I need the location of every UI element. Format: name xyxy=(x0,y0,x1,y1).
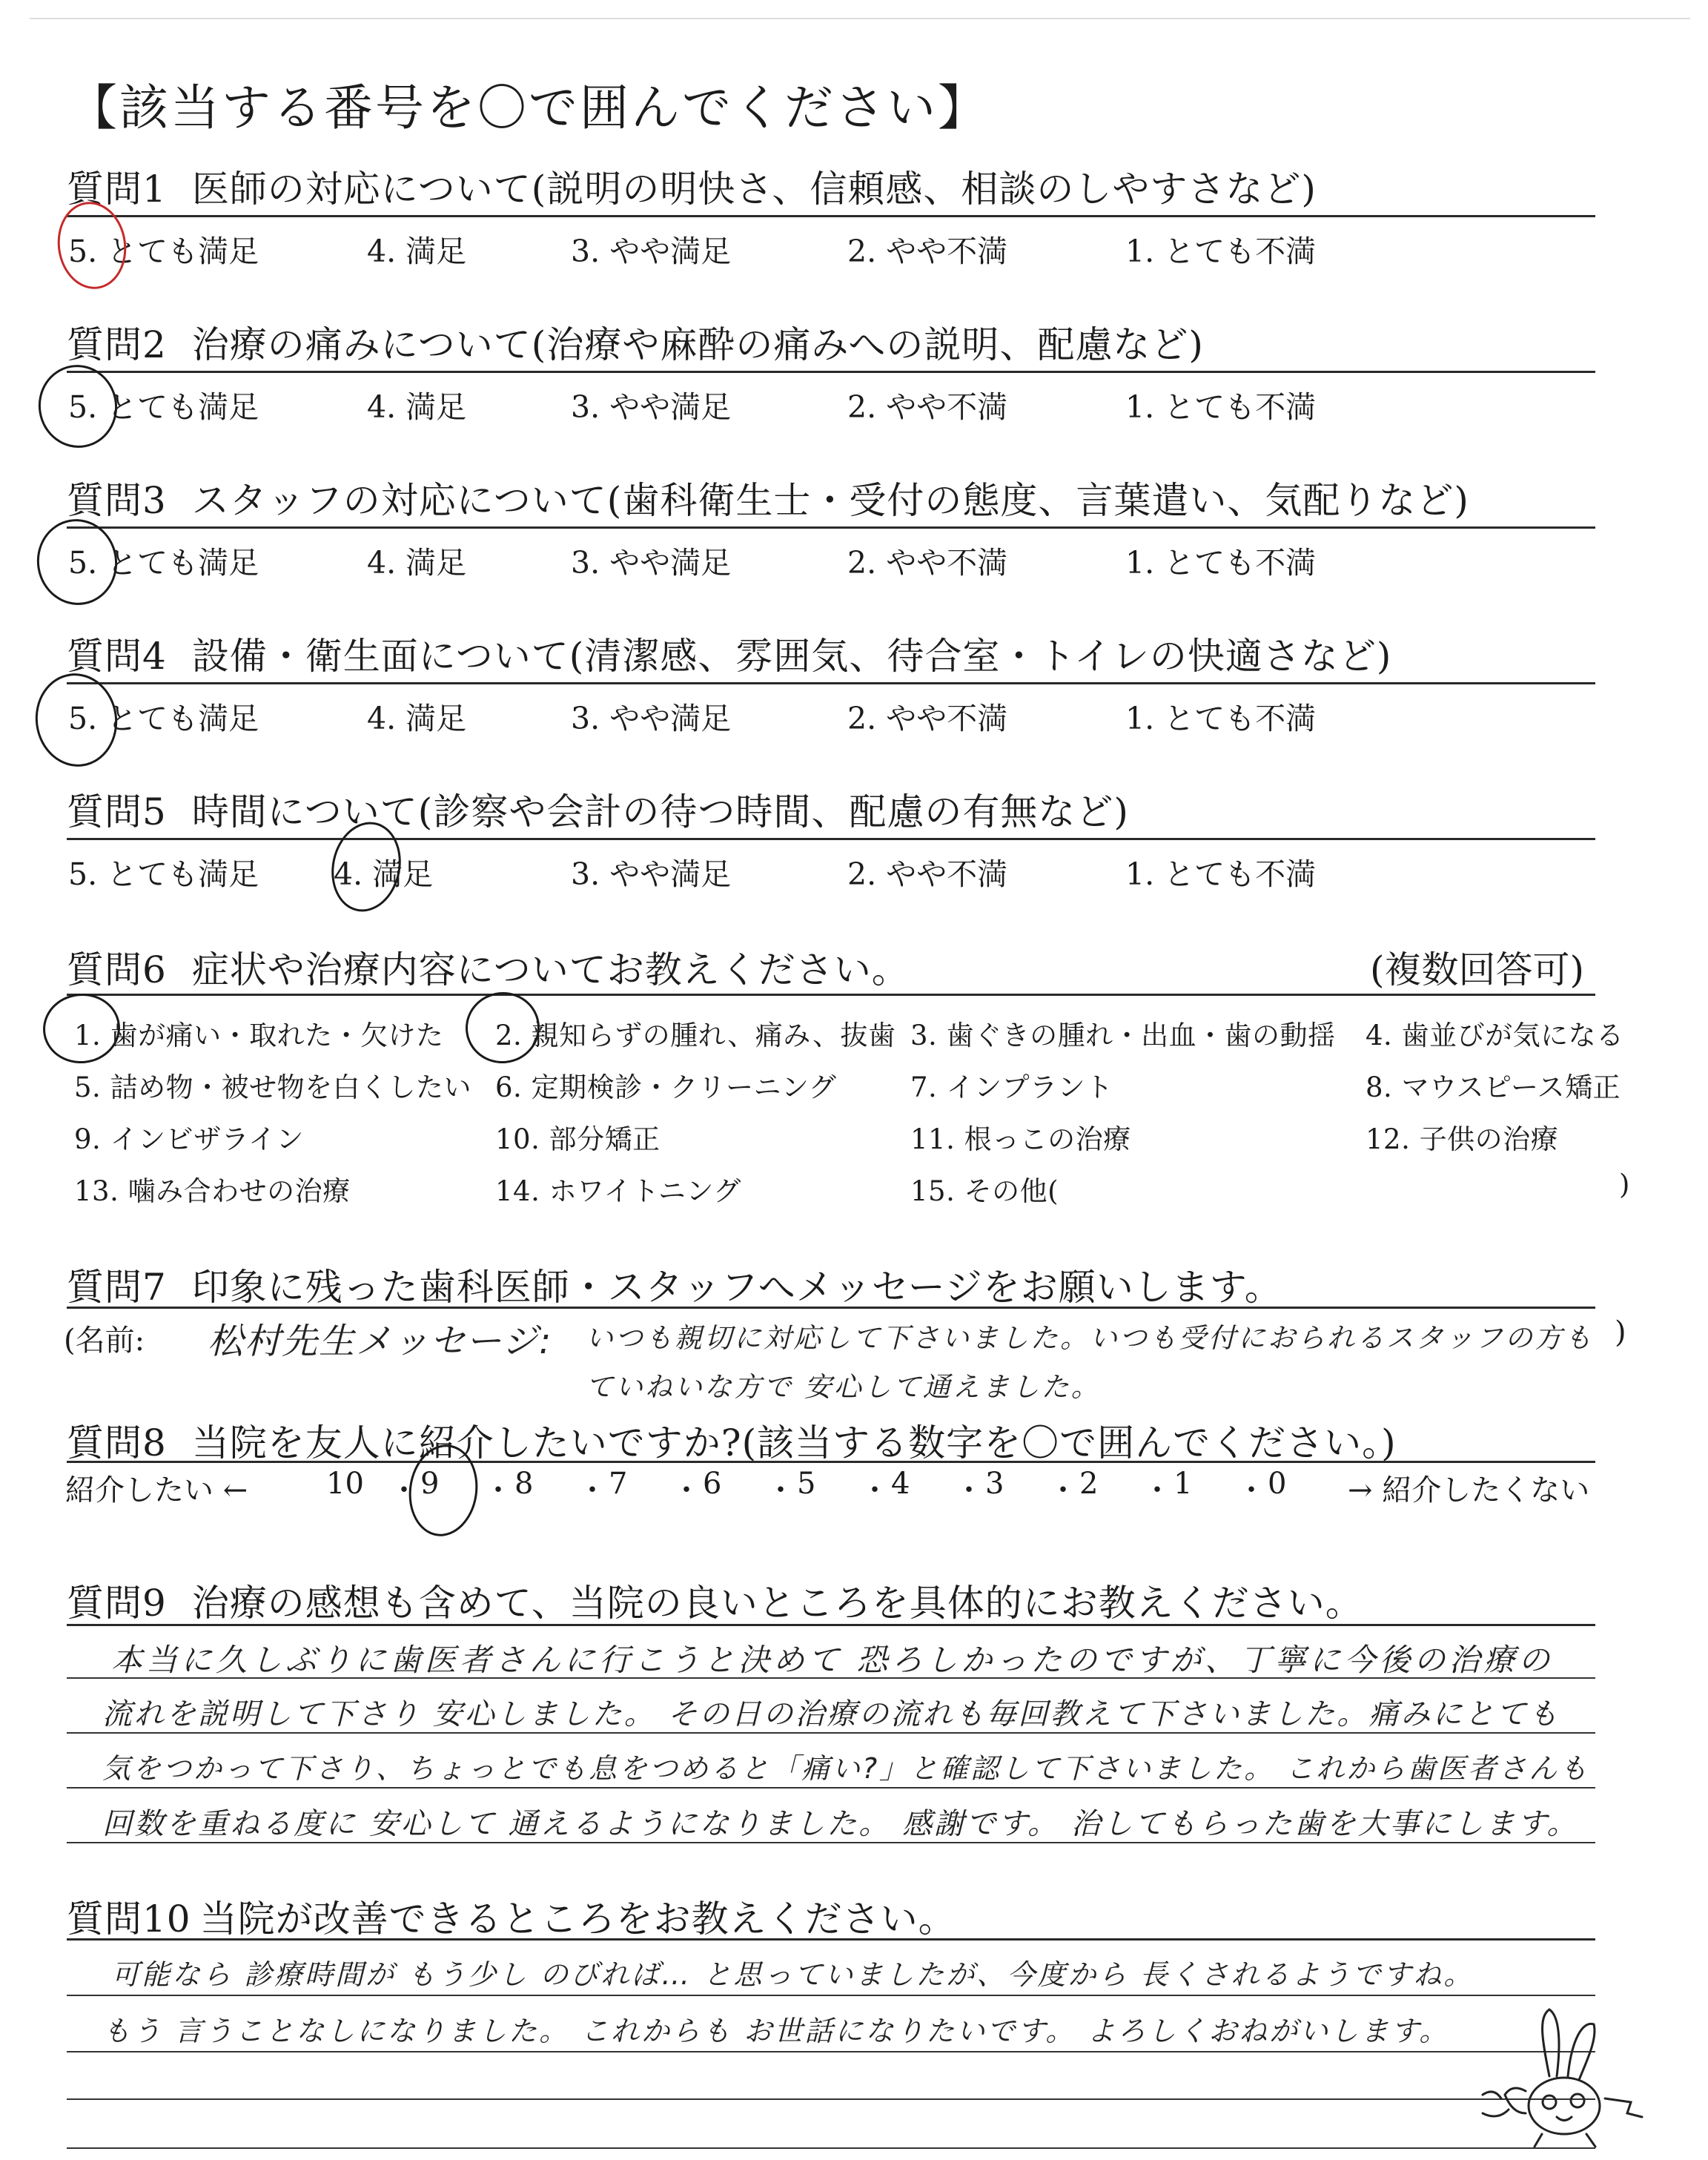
q10-line-rule-4 xyxy=(67,2147,1595,2149)
q6-option-10[interactable]: 10. 部分矯正 xyxy=(495,1123,661,1155)
question-7-number: 質問7 xyxy=(67,1266,167,1309)
q2-option-2[interactable]: 2. やや不満 xyxy=(847,389,1008,425)
question-4-text: 設備・衛生面について(清潔感、雰囲気、待合室・トイレの快適さなど) xyxy=(191,635,1392,678)
q6-option-11[interactable]: 11. 根っこの治療 xyxy=(910,1123,1131,1155)
q8-scale-1[interactable]: 1 xyxy=(1174,1467,1193,1501)
q6-option-15-close: ) xyxy=(1619,1169,1630,1200)
question-8-rule xyxy=(67,1461,1595,1463)
q8-scale-9[interactable]: 9 xyxy=(420,1467,440,1501)
q5-option-3[interactable]: 3. やや満足 xyxy=(571,856,732,892)
question-5-rule xyxy=(67,838,1595,840)
q6-multiple-answer-note: (複数回答可) xyxy=(1370,948,1585,991)
question-1 xyxy=(67,159,1317,213)
q6-selection-circle-2 xyxy=(462,988,543,1067)
question-10-rule xyxy=(67,1938,1595,1941)
q5-option-1[interactable]: 1. とても不満 xyxy=(1125,856,1317,892)
question-5-number: 質問5 xyxy=(67,790,167,833)
page-top-edge xyxy=(30,18,1690,19)
question-3 xyxy=(67,471,1469,524)
q10-answer-line-1[interactable]: 可能なら 診療時間が もう少し のびれば… と思っていましたが、今度から 長くされるようですね。 xyxy=(111,1958,1474,1991)
rabbit-doodle-icon xyxy=(1438,1965,1661,2150)
q1-option-2[interactable]: 2. やや不満 xyxy=(847,234,1008,269)
question-3-number: 質問3 xyxy=(67,479,167,522)
q2-option-4[interactable]: 4. 満足 xyxy=(367,389,467,425)
question-4 xyxy=(67,627,1391,680)
q6-option-8[interactable]: 8. マウスピース矯正 xyxy=(1366,1071,1621,1103)
q5-option-4[interactable]: 4. 満足 xyxy=(334,856,434,892)
q8-scale-5[interactable]: 5 xyxy=(797,1467,816,1501)
question-2-rule xyxy=(67,371,1595,373)
page-title: 【該当する番号を〇で囲んでください】 xyxy=(68,79,989,136)
q8-scale-separator: ・ xyxy=(389,1473,419,1507)
q8-scale-separator: ・ xyxy=(860,1473,890,1507)
q6-option-9[interactable]: 9. インビザライン xyxy=(74,1123,304,1155)
q6-option-5[interactable]: 5. 詰め物・被せ物を白くしたい xyxy=(74,1071,472,1103)
q10-answer-line-2[interactable]: もう 言うことなしになりました。 これからも お世話になりたいです。 よろしくおねがいします。 xyxy=(102,2015,1450,2047)
q10-line-rule-2 xyxy=(67,2051,1595,2052)
q1-option-4[interactable]: 4. 満足 xyxy=(367,234,467,269)
q8-scale-separator: ・ xyxy=(1237,1473,1266,1507)
q8-scale-separator: ・ xyxy=(954,1473,984,1507)
question-6 xyxy=(67,940,910,994)
question-3-rule xyxy=(67,526,1595,529)
q1-option-3[interactable]: 3. やや満足 xyxy=(571,234,732,269)
q3-option-3[interactable]: 3. やや満足 xyxy=(571,545,732,581)
q7-message-line-1[interactable]: いつも親切に対応して下さいました。いつも受付におられるスタッフの方も xyxy=(586,1322,1594,1354)
q7-message-line-2[interactable]: ていねいな方で 安心して通えました。 xyxy=(586,1371,1101,1403)
q4-option-4[interactable]: 4. 満足 xyxy=(367,701,467,736)
question-9-number: 質問9 xyxy=(67,1582,167,1625)
question-4-number: 質問4 xyxy=(67,635,167,678)
q4-option-2[interactable]: 2. やや不満 xyxy=(847,701,1008,736)
q1-option-1[interactable]: 1. とても不満 xyxy=(1125,234,1317,269)
question-6-rule xyxy=(67,994,1595,996)
q9-line-rule-2 xyxy=(67,1732,1595,1734)
q8-scale-2[interactable]: 2 xyxy=(1079,1467,1099,1501)
q8-left-label: 紹介したい ← xyxy=(65,1473,248,1507)
q8-scale-6[interactable]: 6 xyxy=(703,1467,722,1501)
question-1-text: 医師の対応について(説明の明快さ、信頼感、相談のしやすさなど) xyxy=(191,168,1317,211)
q8-scale-3[interactable]: 3 xyxy=(985,1467,1004,1501)
question-7-rule xyxy=(67,1307,1595,1309)
q9-answer-line-2[interactable]: 流れを説明して下さり 安心しました。 その日の治療の流れも毎回教えて下さいました。痛みにとても xyxy=(102,1697,1560,1731)
question-6-number: 質問6 xyxy=(67,948,167,991)
q9-answer-line-4[interactable]: 回数を重ねる度に 安心して 通えるようになりました。 感謝です。 治してもらった歯を大事にします。 xyxy=(102,1807,1579,1841)
question-10-text: 当院が改善できるところをお教えください。 xyxy=(199,1898,956,1941)
question-8 xyxy=(67,1413,1397,1467)
question-9-text: 治療の感想も含めて、当院の良いところを具体的にお教えください。 xyxy=(191,1582,1363,1625)
q7-name-handwritten[interactable]: 松村先生メッセージ: xyxy=(208,1321,553,1362)
q8-scale-0[interactable]: 0 xyxy=(1268,1467,1287,1501)
q4-option-5[interactable]: 5. とても満足 xyxy=(68,701,259,736)
q9-line-rule-3 xyxy=(67,1787,1595,1789)
question-7-text: 印象に残った歯科医師・スタッフへメッセージをお願いします。 xyxy=(191,1266,1282,1309)
question-9-rule xyxy=(67,1624,1595,1626)
q9-line-rule-1 xyxy=(67,1677,1595,1679)
question-10-number: 質問10 xyxy=(67,1898,191,1941)
question-3-text: スタッフの対応について(歯科衛生士・受付の態度、言葉遣い、気配りなど) xyxy=(191,479,1469,522)
question-5-text: 時間について(診察や会計の待つ時間、配慮の有無など) xyxy=(191,790,1129,833)
q6-option-14[interactable]: 14. ホワイトニング xyxy=(495,1175,741,1207)
q2-option-1[interactable]: 1. とても不満 xyxy=(1125,389,1317,425)
q8-scale-4[interactable]: 4 xyxy=(891,1467,910,1501)
question-9 xyxy=(67,1573,1363,1627)
q8-scale-8[interactable]: 8 xyxy=(514,1467,534,1501)
q8-right-label: → 紹介したくない xyxy=(1348,1473,1590,1507)
q5-option-5[interactable]: 5. とても満足 xyxy=(68,856,259,892)
q3-option-4[interactable]: 4. 満足 xyxy=(367,545,467,581)
q10-line-rule-3 xyxy=(67,2098,1595,2100)
q6-option-6[interactable]: 6. 定期検診・クリーニング xyxy=(495,1071,837,1103)
q8-scale-separator: ・ xyxy=(577,1473,607,1507)
q5-option-2[interactable]: 2. やや不満 xyxy=(847,856,1008,892)
q6-selection-circle-1 xyxy=(39,990,123,1067)
q7-close-paren: ) xyxy=(1615,1315,1626,1350)
question-1-rule xyxy=(67,215,1595,217)
q6-option-13[interactable]: 13. 噛み合わせの治療 xyxy=(74,1175,351,1207)
question-5 xyxy=(67,782,1129,836)
q9-line-rule-4 xyxy=(67,1842,1595,1843)
question-6-text: 症状や治療内容についてお教えください。 xyxy=(191,948,910,991)
q8-scale-separator: ・ xyxy=(483,1473,513,1507)
q6-option-4[interactable]: 4. 歯並びが気になる xyxy=(1366,1020,1624,1051)
q8-scale-separator: ・ xyxy=(766,1473,795,1507)
q4-option-1[interactable]: 1. とても不満 xyxy=(1125,701,1317,736)
q3-option-2[interactable]: 2. やや不満 xyxy=(847,545,1008,581)
question-7 xyxy=(67,1258,1282,1311)
question-8-number: 質問8 xyxy=(67,1421,167,1464)
q6-option-7[interactable]: 7. インプラント xyxy=(910,1071,1113,1103)
q2-option-3[interactable]: 3. やや満足 xyxy=(571,389,732,425)
q3-option-5[interactable]: 5. とても満足 xyxy=(68,545,259,581)
question-4-rule xyxy=(67,682,1595,684)
q8-scale-separator: ・ xyxy=(672,1473,701,1507)
q10-line-rule-1 xyxy=(67,1995,1595,1996)
q1-option-5[interactable]: 5. とても満足 xyxy=(68,234,259,269)
q8-scale-separator: ・ xyxy=(1048,1473,1078,1507)
q7-name-label: (名前: xyxy=(64,1324,145,1358)
q6-option-12[interactable]: 12. 子供の治療 xyxy=(1366,1123,1559,1155)
q8-scale-7[interactable]: 7 xyxy=(609,1467,628,1501)
q2-option-5[interactable]: 5. とても満足 xyxy=(68,389,259,425)
q8-scale-separator: ・ xyxy=(1142,1473,1172,1507)
q9-answer-line-3[interactable]: 気をつかって下さり、ちょっとでも息をつめると「痛い?」と確認して下さいました。 これから歯医者さんも xyxy=(102,1752,1590,1785)
q6-option-2[interactable]: 2. 親知らずの腫れ、痛み、抜歯 xyxy=(495,1020,896,1051)
q6-option-3[interactable]: 3. 歯ぐきの腫れ・出血・歯の動揺 xyxy=(910,1020,1336,1051)
q9-answer-line-1[interactable]: 本当に久しぶりに歯医者さんに行こうと決めて 恐ろしかったのですが、丁寧に今後の治療の xyxy=(111,1642,1554,1678)
q6-option-1[interactable]: 1. 歯が痛い・取れた・欠けた xyxy=(74,1020,444,1051)
q4-option-3[interactable]: 3. やや満足 xyxy=(571,701,732,736)
q3-option-1[interactable]: 1. とても不満 xyxy=(1125,545,1317,581)
question-8-text: 当院を友人に紹介したいですか?(該当する数字を〇で囲んでください。) xyxy=(191,1421,1397,1464)
q6-option-15[interactable]: 15. その他( xyxy=(910,1175,1059,1207)
question-2-number: 質問2 xyxy=(67,323,167,366)
question-1-number: 質問1 xyxy=(67,168,167,211)
q8-scale-10[interactable]: 10 xyxy=(326,1467,364,1501)
question-10 xyxy=(67,1889,956,1943)
question-2-text: 治療の痛みについて(治療や麻酔の痛みへの説明、配慮など) xyxy=(191,323,1204,366)
question-2 xyxy=(67,315,1204,369)
